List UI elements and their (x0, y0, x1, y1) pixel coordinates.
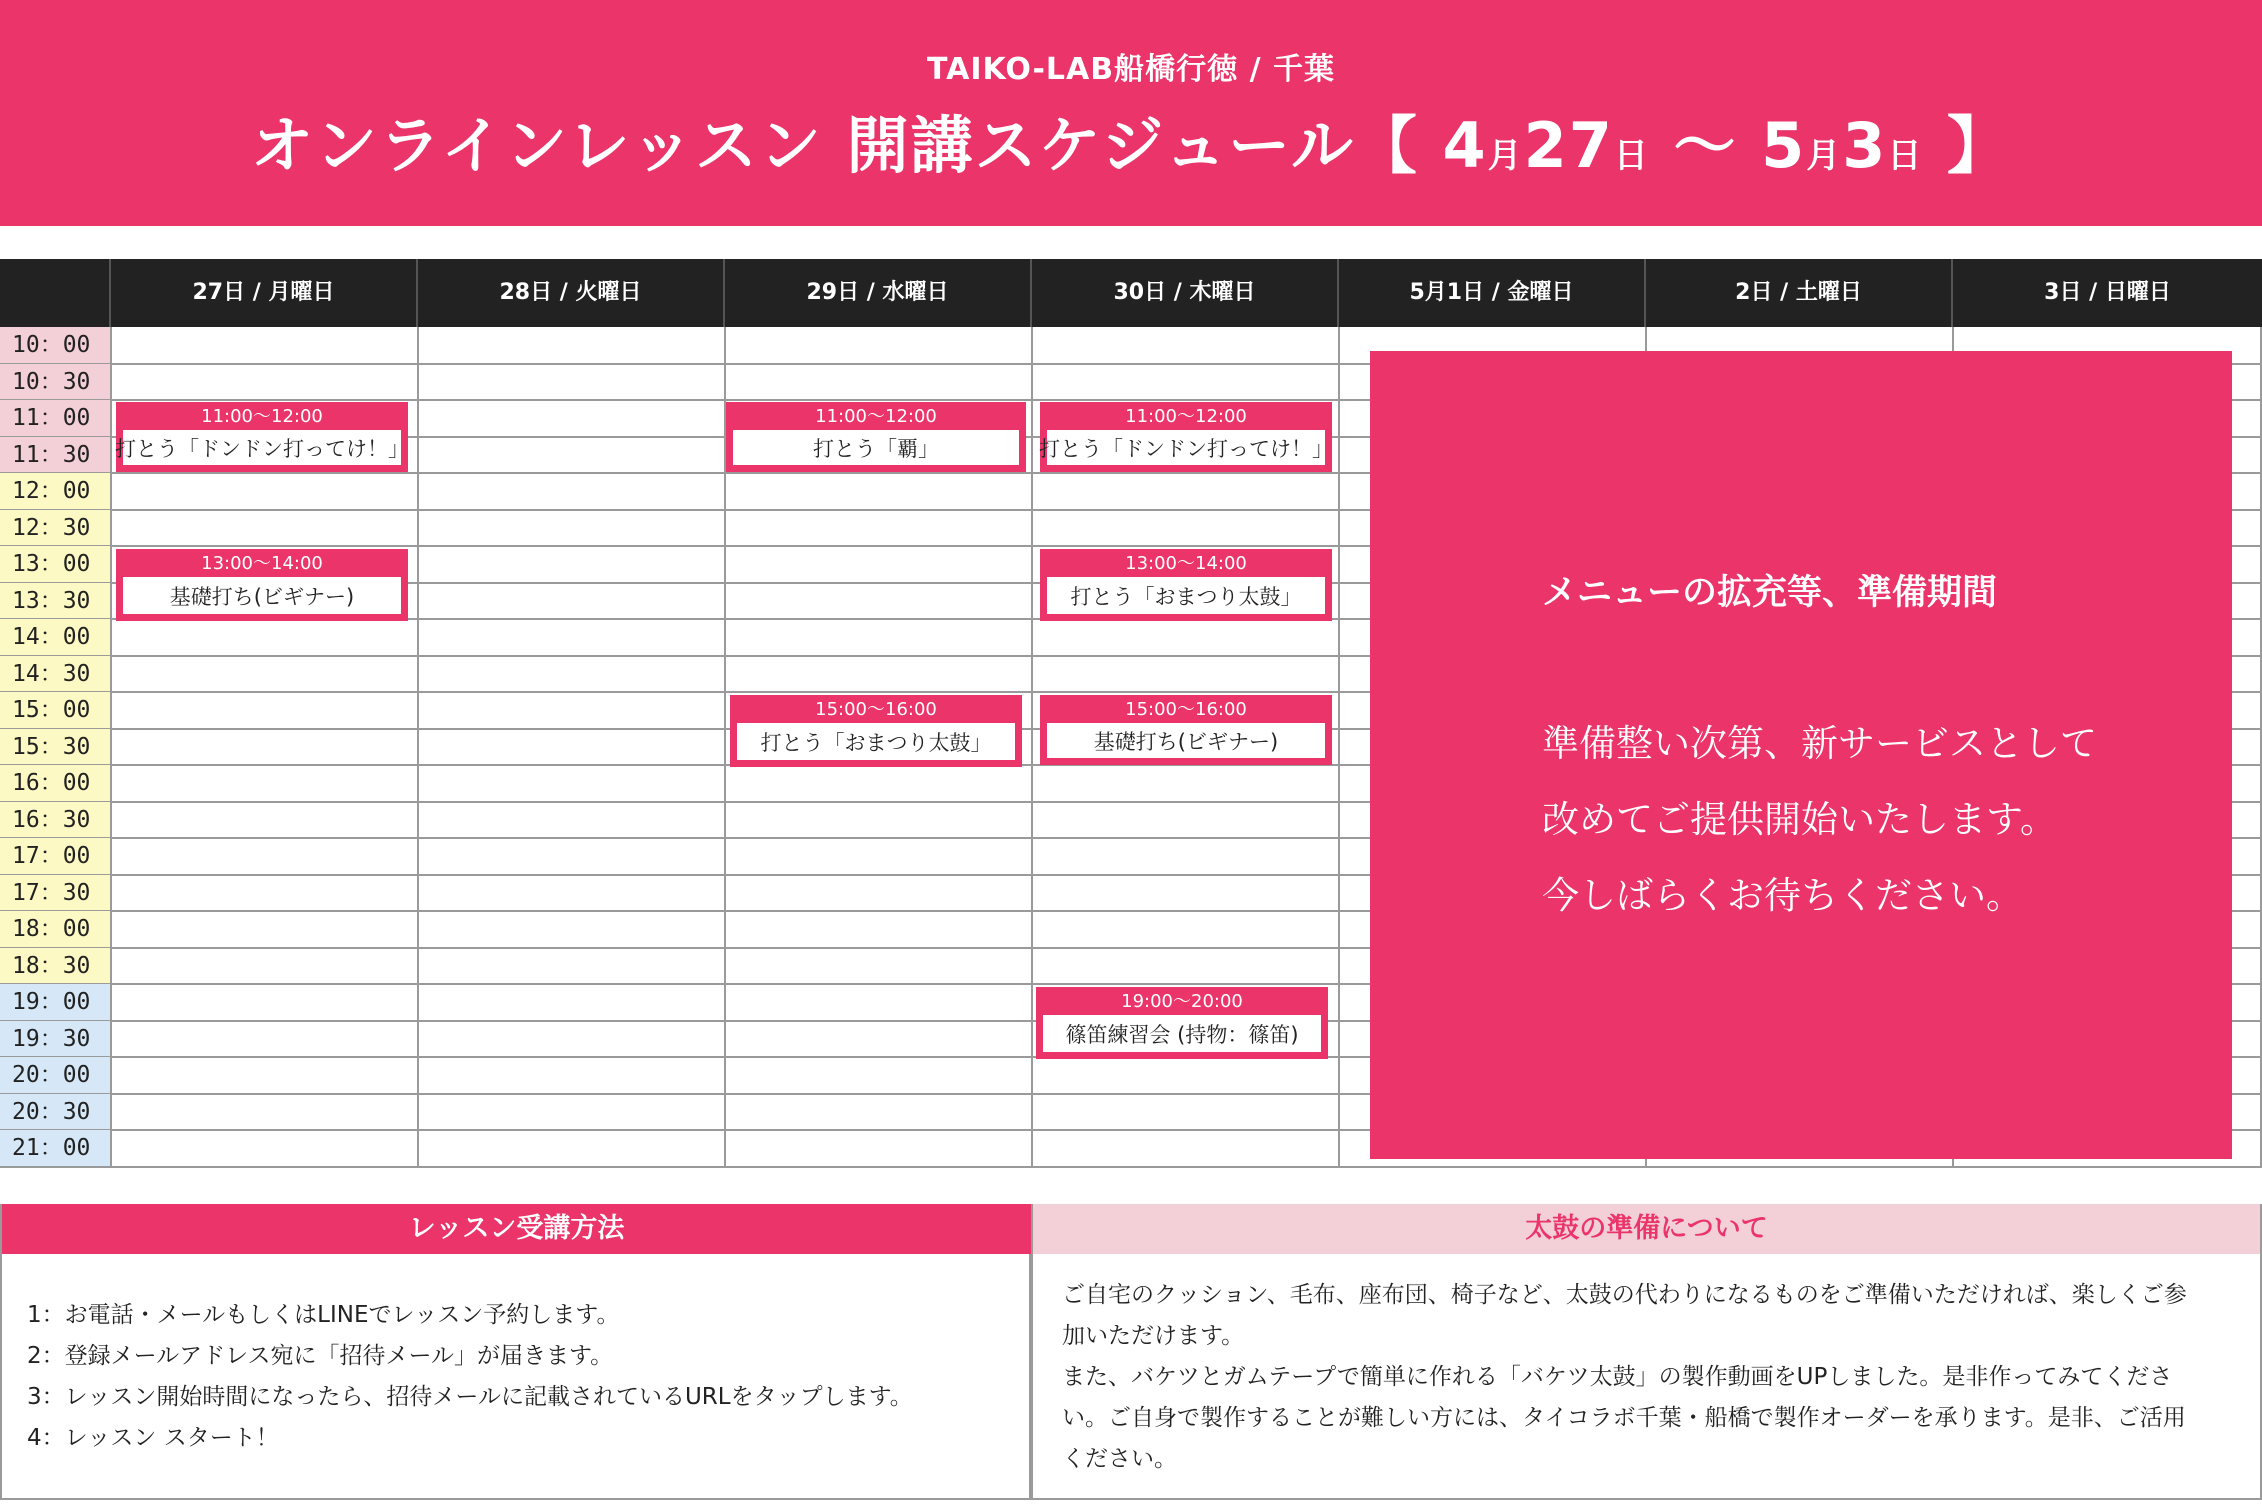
corner-cell (0, 259, 111, 327)
method-step: 1：お電話・メールもしくはLINEでレッスン予約します。 (27, 1302, 620, 1328)
preparation-text: ご自宅のクッション、毛布、座布団、椅子など、太鼓の代わりになるものをご準備いただければ、楽しくご参 (1062, 1282, 2187, 1308)
title-main: オンラインレッスン 開講スケジュール【 (251, 109, 1443, 182)
day-header-27: 27日 / 月曜日 (111, 259, 418, 327)
time-label: 21：00 (0, 1130, 111, 1167)
method-step: 2：登録メールアドレス宛に「招待メール」が届きます。 (27, 1343, 614, 1369)
notice-line: 準備整い次第、新サービスとして (1542, 722, 2097, 765)
lesson-block[interactable] (116, 549, 408, 621)
lesson-block[interactable] (1040, 549, 1332, 621)
time-label: 19：30 (0, 1021, 111, 1057)
lesson-time: 11:00～12:00 (815, 406, 937, 427)
lesson-method-panel (0, 1204, 1031, 1500)
lesson-block[interactable] (116, 402, 408, 472)
lesson-time: 13:00～14:00 (201, 553, 323, 574)
lesson-time: 15:00～16:00 (1125, 699, 1247, 720)
lesson-name: 打とう「覇」 (733, 430, 1019, 465)
time-label: 15：30 (0, 729, 111, 765)
lesson-time: 15:00～16:00 (815, 699, 937, 720)
time-label: 14：00 (0, 619, 111, 656)
day-header-30: 30日 / 木曜日 (1032, 259, 1339, 327)
grid-col-line (417, 327, 419, 1168)
day-header-3: 3日 / 日曜日 (1953, 259, 2262, 327)
time-label: 11：30 (0, 437, 111, 473)
grid-col-line (110, 327, 112, 1168)
preparation-text: 加いただけます。 (1062, 1323, 1245, 1349)
lesson-name: 基礎打ち(ビギナー) (123, 577, 401, 614)
lesson-time: 13:00～14:00 (1125, 553, 1247, 574)
page-header (0, 0, 2262, 226)
taiko-preparation-title: 太鼓の準備について (1033, 1204, 2260, 1254)
lesson-time: 11:00～12:00 (1125, 406, 1247, 427)
lesson-name: 篠笛練習会 (持物：篠笛) (1043, 1015, 1321, 1052)
grid-row-line (0, 1166, 2262, 1168)
time-label: 16：00 (0, 765, 111, 802)
title-day-1: 27 (1523, 109, 1614, 182)
time-label: 12：30 (0, 510, 111, 546)
day-header-2: 2日 / 土曜日 (1646, 259, 1953, 327)
time-label: 15：00 (0, 692, 111, 729)
lesson-block[interactable] (1036, 987, 1328, 1059)
time-label: 20：30 (0, 1094, 111, 1130)
notice-heading: メニューの拡充等、準備期間 (1542, 573, 1998, 613)
time-label: 13：30 (0, 583, 111, 619)
lesson-method-title: レッスン受講方法 (2, 1204, 1031, 1254)
grid-col-line (1031, 327, 1033, 1168)
day-header-29: 29日 / 水曜日 (725, 259, 1032, 327)
time-label: 10：00 (0, 327, 111, 364)
time-label: 18：30 (0, 948, 111, 984)
time-label: 19：00 (0, 984, 111, 1021)
time-label: 14：30 (0, 656, 111, 692)
notice-line: 改めてご提供開始いたします。 (1542, 798, 2058, 841)
time-label: 11：00 (0, 400, 111, 437)
time-label: 17：30 (0, 875, 111, 911)
method-step: 3：レッスン開始時間になったら、招待メールに記載されているURLをタップします。 (27, 1384, 913, 1410)
title-month-1: 4 (1442, 109, 1488, 182)
day-header-28: 28日 / 火曜日 (418, 259, 725, 327)
preparation-text: い。ご自身で製作することが難しい方には、タイコラボ千葉・船橋で製作オーダーを承ります。是非、ご活用 (1062, 1405, 2186, 1431)
lesson-name: 打とう「おまつり太鼓」 (1047, 577, 1325, 614)
grid-col-line (1338, 327, 1340, 1168)
time-label: 20：00 (0, 1057, 111, 1094)
lesson-block[interactable] (730, 695, 1022, 767)
time-label: 18：00 (0, 911, 111, 948)
notice-line: 今しばらくお待ちください。 (1542, 874, 2023, 917)
time-label: 13：00 (0, 546, 111, 583)
lesson-name: 基礎打ち(ビギナー) (1047, 723, 1325, 758)
title-end: 】 (1923, 109, 2011, 182)
preparation-text: また、バケツとガムテープで簡単に作れる「バケツ太鼓」の製作動画をUPしました。是非作ってみてくださ (1062, 1364, 2173, 1390)
lesson-time: 19:00～20:00 (1121, 991, 1243, 1012)
taiko-preparation-panel (1031, 1204, 2262, 1500)
title-separator: ～ (1649, 109, 1762, 182)
title-day-2: 3 (1842, 109, 1888, 182)
lesson-name: 打とう「ドンドン打ってけ！」 (123, 430, 401, 465)
page-title (0, 96, 2262, 185)
time-label: 10：30 (0, 364, 111, 400)
preparation-text: ください。 (1062, 1446, 1177, 1472)
time-label: 12：00 (0, 473, 111, 510)
title-unit-2: 日 (1613, 136, 1650, 176)
day-header-1: 5月1日 / 金曜日 (1339, 259, 1646, 327)
title-unit-3: 月 (1806, 136, 1843, 176)
lesson-block[interactable] (1040, 695, 1332, 765)
studio-name: TAIKO-LAB船橋行徳 / 千葉 (927, 52, 1335, 87)
title-unit-4: 日 (1887, 136, 1924, 176)
lesson-time: 11:00～12:00 (201, 406, 323, 427)
lesson-name: 打とう「おまつり太鼓」 (737, 723, 1015, 760)
lesson-block[interactable] (726, 402, 1026, 472)
time-label: 17：00 (0, 838, 111, 875)
lesson-block[interactable] (1040, 402, 1332, 472)
schedule-grid (0, 259, 2262, 1169)
preparation-notice (1370, 351, 2232, 1159)
method-step: 4：レッスン スタート！ (27, 1425, 279, 1451)
title-month-2: 5 (1761, 109, 1807, 182)
time-label: 16：30 (0, 802, 111, 838)
lesson-name: 打とう「ドンドン打ってけ！」 (1047, 430, 1325, 465)
title-unit-1: 月 (1487, 136, 1524, 176)
